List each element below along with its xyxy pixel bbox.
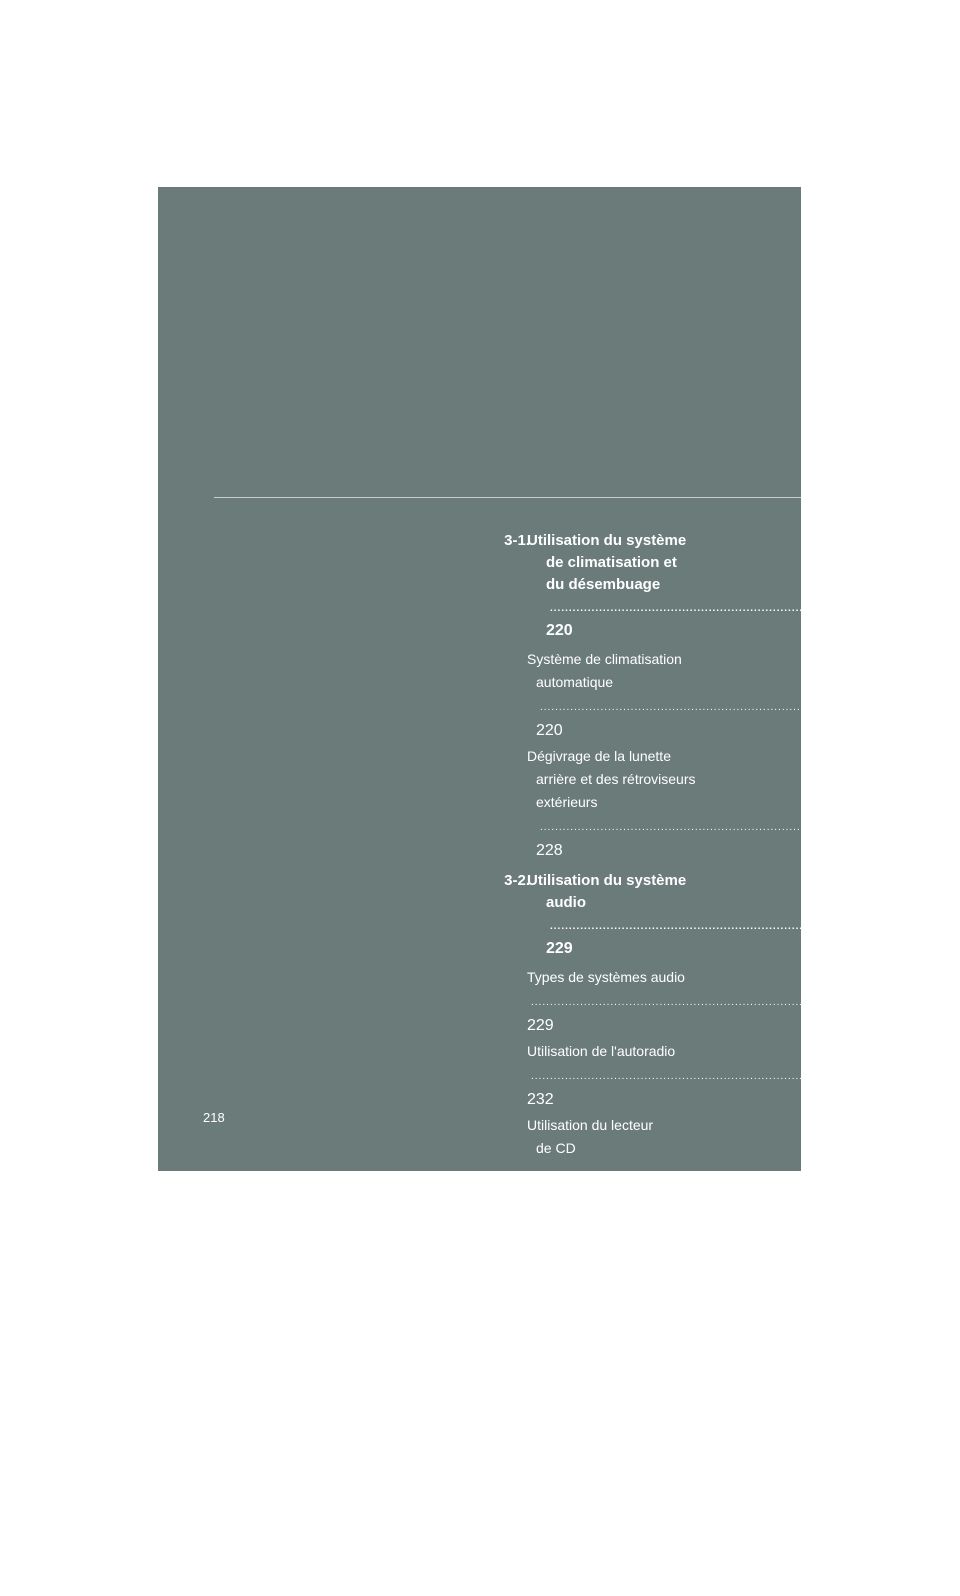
section-number: 3-1. (504, 532, 530, 549)
entry-line: Système de climatisation (527, 651, 682, 667)
entry-page: 232 (527, 1091, 554, 1108)
entry-page: 260 (536, 1576, 563, 1593)
section-title-last-line (527, 574, 947, 642)
entry-list (527, 966, 947, 1596)
dot-leader (540, 1556, 933, 1567)
dot-leader (540, 1265, 933, 1276)
toc-entry[interactable] (527, 745, 947, 862)
entry-last-line (527, 1428, 947, 1499)
entry-line: Lecture des disques (527, 1214, 653, 1230)
entry-line: système audio (536, 1334, 627, 1350)
toc-section-3-1[interactable] (470, 530, 740, 862)
entry-line: Utilisation du lecteur (527, 1117, 654, 1133)
entry-last-line (527, 966, 947, 1037)
toc-entry[interactable] (527, 1502, 947, 1596)
toc-entry[interactable] (527, 1040, 947, 1111)
entry-page: 259 (536, 1479, 563, 1496)
section-title-line: Utilisation du système (527, 872, 687, 889)
entry-last-line (527, 671, 947, 742)
dot-leader (550, 921, 943, 932)
toc-entry[interactable] (527, 1114, 947, 1208)
entry-line: audio au volant (536, 1528, 631, 1544)
dot-leader (540, 1362, 933, 1373)
entry-last-line (527, 791, 947, 862)
section-number: 3-2. (504, 872, 530, 889)
section-page: 220 (546, 622, 573, 639)
entry-last-line (527, 1040, 947, 1111)
entry-line: AUX (536, 1431, 565, 1447)
dot-leader (540, 1168, 933, 1179)
entry-page: 248 (536, 1285, 563, 1302)
dot-leader (540, 1459, 933, 1470)
entry-line: Utilisation de l'autoradio (527, 1043, 676, 1059)
entry-page: 229 (527, 1017, 554, 1034)
toc-entry[interactable] (527, 1211, 947, 1305)
divider-rule (214, 497, 801, 498)
section-title (527, 530, 947, 642)
entry-line: MP3 et WMA (536, 1237, 618, 1253)
section-title-line: Utilisation du système (527, 532, 687, 549)
entry-line: extérieurs (536, 794, 598, 810)
entry-line: arrière et des rétroviseurs (536, 771, 696, 787)
entry-list (527, 648, 947, 862)
dot-leader (531, 997, 924, 1008)
section-page: 229 (546, 940, 573, 957)
entry-line: Utilisation optimale du (527, 1311, 664, 1327)
section-title-line: de climatisation et (546, 554, 677, 571)
page-number: 218 (203, 1110, 225, 1125)
dot-leader (540, 822, 933, 833)
entry-last-line (527, 1234, 947, 1305)
section-title (527, 870, 947, 960)
section-title-line: du désembuage (546, 576, 661, 593)
entry-line: Types de systèmes audio (527, 969, 685, 985)
entry-last-line (527, 1525, 947, 1596)
entry-page: 228 (536, 842, 563, 859)
table-of-contents (470, 530, 740, 1596)
toc-section-3-2[interactable] (470, 870, 740, 1596)
entry-line: Utilisation de l'adaptateur (527, 1408, 684, 1424)
entry-last-line (527, 1331, 947, 1402)
entry-page: 241 (536, 1188, 563, 1205)
toc-entry[interactable] (527, 966, 947, 1037)
section-title-last-line (527, 892, 947, 960)
entry-page: 220 (536, 722, 563, 739)
entry-line: Utilisation des commandes (527, 1505, 695, 1521)
toc-entry[interactable] (527, 1405, 947, 1499)
toc-entry[interactable] (527, 1308, 947, 1402)
section-title-line: audio (546, 894, 586, 911)
entry-line: automatique (536, 674, 614, 690)
toc-entry[interactable] (527, 648, 947, 742)
dot-leader (540, 702, 933, 713)
entry-line: Dégivrage de la lunette (527, 748, 671, 764)
dot-leader (550, 603, 943, 614)
dot-leader (531, 1071, 924, 1082)
entry-line: de CD (536, 1140, 576, 1156)
entry-page: 256 (536, 1382, 563, 1399)
entry-last-line (527, 1137, 947, 1208)
